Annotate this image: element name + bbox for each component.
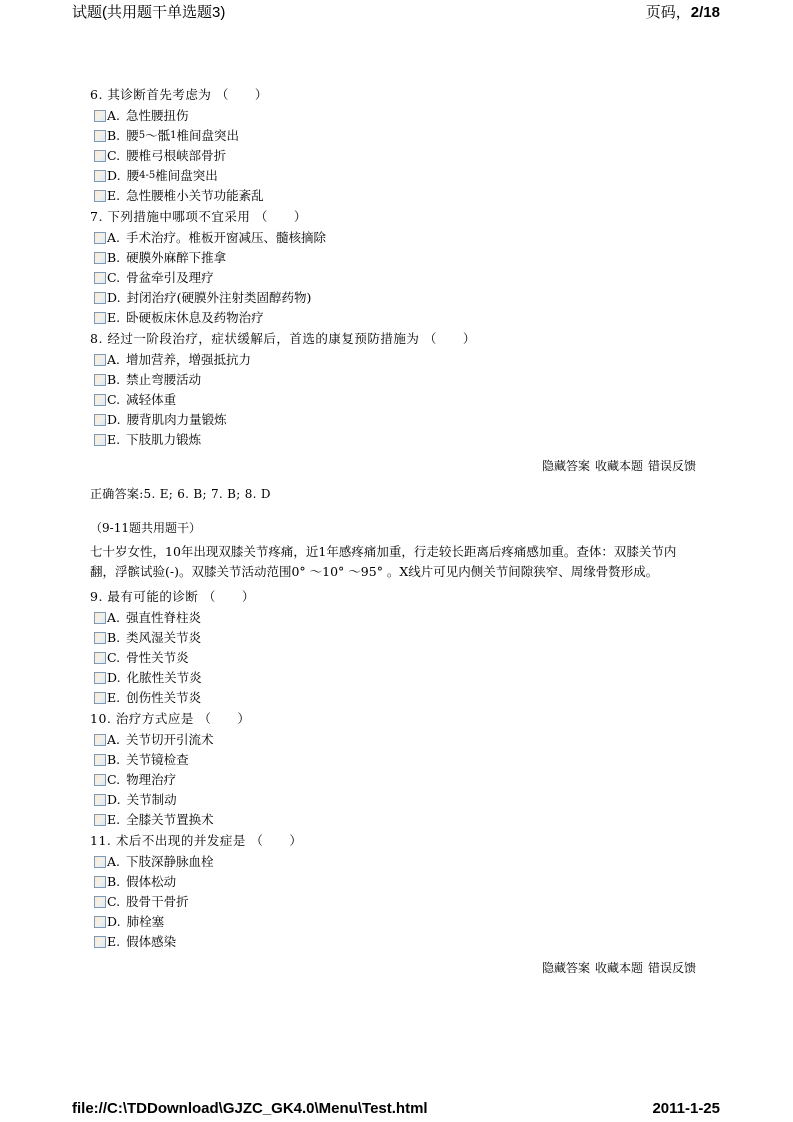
option-row[interactable] (90, 628, 700, 648)
option-label: C. (107, 894, 121, 909)
option-label: C. (107, 392, 121, 407)
option-text: 类风湿关节炎 (126, 630, 202, 645)
option-row[interactable] (90, 410, 700, 430)
option-row[interactable] (90, 892, 700, 912)
option-row[interactable] (90, 790, 700, 810)
page-header (0, 0, 793, 24)
subscript: 5 (138, 130, 146, 141)
option-row[interactable] (90, 730, 700, 750)
option-row[interactable] (90, 872, 700, 892)
option-text: 骨盆牵引及理疗 (126, 270, 214, 285)
option-checkbox[interactable] (94, 374, 106, 386)
option-text: 急性腰椎小关节功能紊乱 (126, 188, 264, 203)
option-label: D. (107, 914, 121, 929)
hide-answer-link[interactable]: 隐藏答案 (541, 961, 590, 975)
page-value: 2/18 (690, 4, 720, 21)
question-stem: 7. 下列措施中哪项不宜采用 （ ） (90, 209, 307, 224)
option-label: B. (107, 630, 121, 645)
option-row[interactable] (90, 186, 700, 206)
question-stem: 8. 经过一阶段治疗，症状缓解后，首选的康复预防措施为 （ ） (90, 331, 476, 346)
question-stem: 11. 术后不出现的并发症是 （ ） (90, 833, 303, 848)
option-row[interactable] (90, 288, 700, 308)
option-label: C. (107, 148, 121, 163)
favorite-link[interactable]: 收藏本题 (594, 459, 643, 473)
option-checkbox[interactable] (94, 130, 106, 142)
option-checkbox[interactable] (94, 692, 106, 704)
option-row[interactable] (90, 668, 700, 688)
option-label: E. (107, 690, 121, 705)
option-row[interactable] (90, 770, 700, 790)
option-row[interactable] (90, 268, 700, 288)
option-label: C. (107, 650, 121, 665)
option-label: D. (107, 168, 121, 183)
option-label: D. (107, 290, 121, 305)
option-label: D. (107, 412, 121, 427)
option-label: D. (107, 792, 121, 807)
option-checkbox[interactable] (94, 794, 106, 806)
option-text: 关节切开引流术 (126, 732, 214, 747)
option-row[interactable] (90, 688, 700, 708)
question-stem: 10. 治疗方式应是 （ ） (90, 711, 251, 726)
option-text: 急性腰扭伤 (126, 108, 189, 123)
option-row[interactable] (90, 308, 700, 328)
option-label: A. (107, 732, 121, 747)
option-checkbox[interactable] (94, 876, 106, 888)
option-checkbox[interactable] (94, 252, 106, 264)
question-stem: 9. 最有可能的诊断 （ ） (90, 589, 255, 604)
option-checkbox[interactable] (94, 170, 106, 182)
option-text: 腰椎弓根峡部骨折 (126, 148, 227, 163)
option-label: C. (107, 270, 121, 285)
option-text: 腰背肌肉力量锻炼 (126, 412, 227, 427)
report-error-link[interactable]: 错误反馈 (647, 961, 696, 975)
option-checkbox[interactable] (94, 292, 106, 304)
option-checkbox[interactable] (94, 774, 106, 786)
option-row[interactable] (90, 852, 700, 872)
option-text: 禁止弯腰活动 (126, 372, 202, 387)
option-checkbox[interactable] (94, 936, 106, 948)
option-label: E. (107, 432, 121, 447)
option-row[interactable] (90, 106, 700, 126)
file-url: file://C:\TDDownload\GJZC_GK4.0\Menu\Test.html (72, 1100, 428, 1117)
option-checkbox[interactable] (94, 734, 106, 746)
group-heading: （9-11题共用题干） (90, 521, 201, 535)
option-row[interactable] (90, 390, 700, 410)
option-row[interactable] (90, 810, 700, 830)
option-text: 手术治疗。椎板开窗减压、髓核摘除 (126, 230, 327, 245)
correct-answer: 正确答案:5. E; 6. B; 7. B; 8. D (90, 487, 271, 501)
page-footer (0, 1098, 793, 1122)
option-text: 强直性脊柱炎 (126, 610, 202, 625)
option-label: C. (107, 772, 121, 787)
option-row[interactable] (90, 430, 700, 450)
question-actions-1 (90, 456, 700, 476)
print-date: 2011-1-25 (652, 1100, 720, 1117)
option-text: 股骨干骨折 (126, 894, 189, 909)
option-checkbox[interactable] (94, 232, 106, 244)
favorite-link[interactable]: 收藏本题 (594, 961, 643, 975)
option-checkbox[interactable] (94, 394, 106, 406)
option-label: A. (107, 230, 121, 245)
option-row[interactable] (90, 248, 700, 268)
option-row[interactable] (90, 350, 700, 370)
option-row[interactable] (90, 126, 700, 146)
option-checkbox[interactable] (94, 354, 106, 366)
option-row[interactable] (90, 166, 700, 186)
option-text: 腰 (126, 168, 140, 183)
option-label: A. (107, 108, 121, 123)
option-text: 减轻体重 (126, 392, 177, 407)
option-label: D. (107, 670, 121, 685)
option-checkbox[interactable] (94, 434, 106, 446)
option-label: E. (107, 188, 121, 203)
page-label: 页码， (645, 4, 691, 21)
subscript: 4-5 (139, 170, 156, 181)
option-row[interactable] (90, 648, 700, 668)
option-row[interactable] (90, 912, 700, 932)
option-checkbox[interactable] (94, 856, 106, 868)
option-checkbox[interactable] (94, 652, 106, 664)
option-row[interactable] (90, 750, 700, 770)
option-checkbox[interactable] (94, 672, 106, 684)
option-text: 下肢深静脉血栓 (126, 854, 214, 869)
option-label: B. (107, 372, 121, 387)
option-text: 封闭治疗(硬膜外注射类固醇药物) (126, 290, 312, 305)
option-checkbox[interactable] (94, 632, 106, 644)
question-content (90, 84, 700, 978)
option-checkbox[interactable] (94, 916, 106, 928)
option-label: B. (107, 874, 121, 889)
document-title: 试题(共用题干单选题3) (72, 4, 226, 21)
page-number (646, 1, 720, 22)
option-label: B. (107, 128, 121, 143)
option-row[interactable] (90, 146, 700, 166)
option-text: 肺栓塞 (126, 914, 165, 929)
option-text: 增加营养，增强抵抗力 (126, 352, 252, 367)
option-text: 全膝关节置换术 (126, 812, 214, 827)
option-label: A. (107, 352, 121, 367)
option-label: A. (107, 854, 121, 869)
option-checkbox[interactable] (94, 814, 106, 826)
option-checkbox[interactable] (94, 414, 106, 426)
option-checkbox[interactable] (94, 312, 106, 324)
question-block-2 (90, 586, 700, 952)
question-stem: 6. 其诊断首先考虑为 （ ） (90, 87, 268, 102)
option-checkbox[interactable] (94, 110, 106, 122)
option-row[interactable] (90, 608, 700, 628)
option-text: 骨性关节炎 (126, 650, 189, 665)
option-text: 创伤性关节炎 (126, 690, 202, 705)
option-label: E. (107, 812, 121, 827)
option-row[interactable] (90, 228, 700, 248)
option-text: 卧硬板床休息及药物治疗 (126, 310, 264, 325)
subscript: 1 (170, 130, 177, 141)
option-text: 椎间盘突出 (155, 168, 218, 183)
option-text: 假体松动 (126, 874, 177, 889)
option-label: E. (107, 934, 121, 949)
option-checkbox[interactable] (94, 612, 106, 624)
option-row[interactable] (90, 370, 700, 390)
option-text: 化脓性关节炎 (126, 670, 202, 685)
option-text: 关节制动 (126, 792, 177, 807)
option-row[interactable] (90, 932, 700, 952)
shared-stem: 七十岁女性，10年出现双膝关节疼痛，近1年感疼痛加重，行走较长距离后疼痛感加重。查体：双膝关节内翻，浮髌试验(-)。双膝关节活动范围0° ～10° ～95° 。X线片可见内侧关节间隙狭窄、周缘骨赘形成。 (90, 544, 677, 579)
option-checkbox[interactable] (94, 896, 106, 908)
option-checkbox[interactable] (94, 190, 106, 202)
option-checkbox[interactable] (94, 272, 106, 284)
option-checkbox[interactable] (94, 150, 106, 162)
option-text: 物理治疗 (126, 772, 177, 787)
question-block-1 (90, 84, 700, 450)
report-error-link[interactable]: 错误反馈 (647, 459, 696, 473)
option-text: 下肢肌力锻炼 (126, 432, 202, 447)
option-checkbox[interactable] (94, 754, 106, 766)
hide-answer-link[interactable]: 隐藏答案 (541, 459, 590, 473)
option-text: 腰 (126, 128, 139, 143)
option-label: B. (107, 752, 121, 767)
option-text: 关节镜检查 (126, 752, 189, 767)
option-text: ～骶 (145, 128, 171, 143)
option-text: 假体感染 (126, 934, 177, 949)
option-label: A. (107, 610, 121, 625)
option-text: 硬膜外麻醉下推拿 (126, 250, 227, 265)
question-actions-2 (90, 958, 700, 978)
option-label: B. (107, 250, 121, 265)
option-text: 椎间盘突出 (176, 128, 239, 143)
option-label: E. (107, 310, 121, 325)
